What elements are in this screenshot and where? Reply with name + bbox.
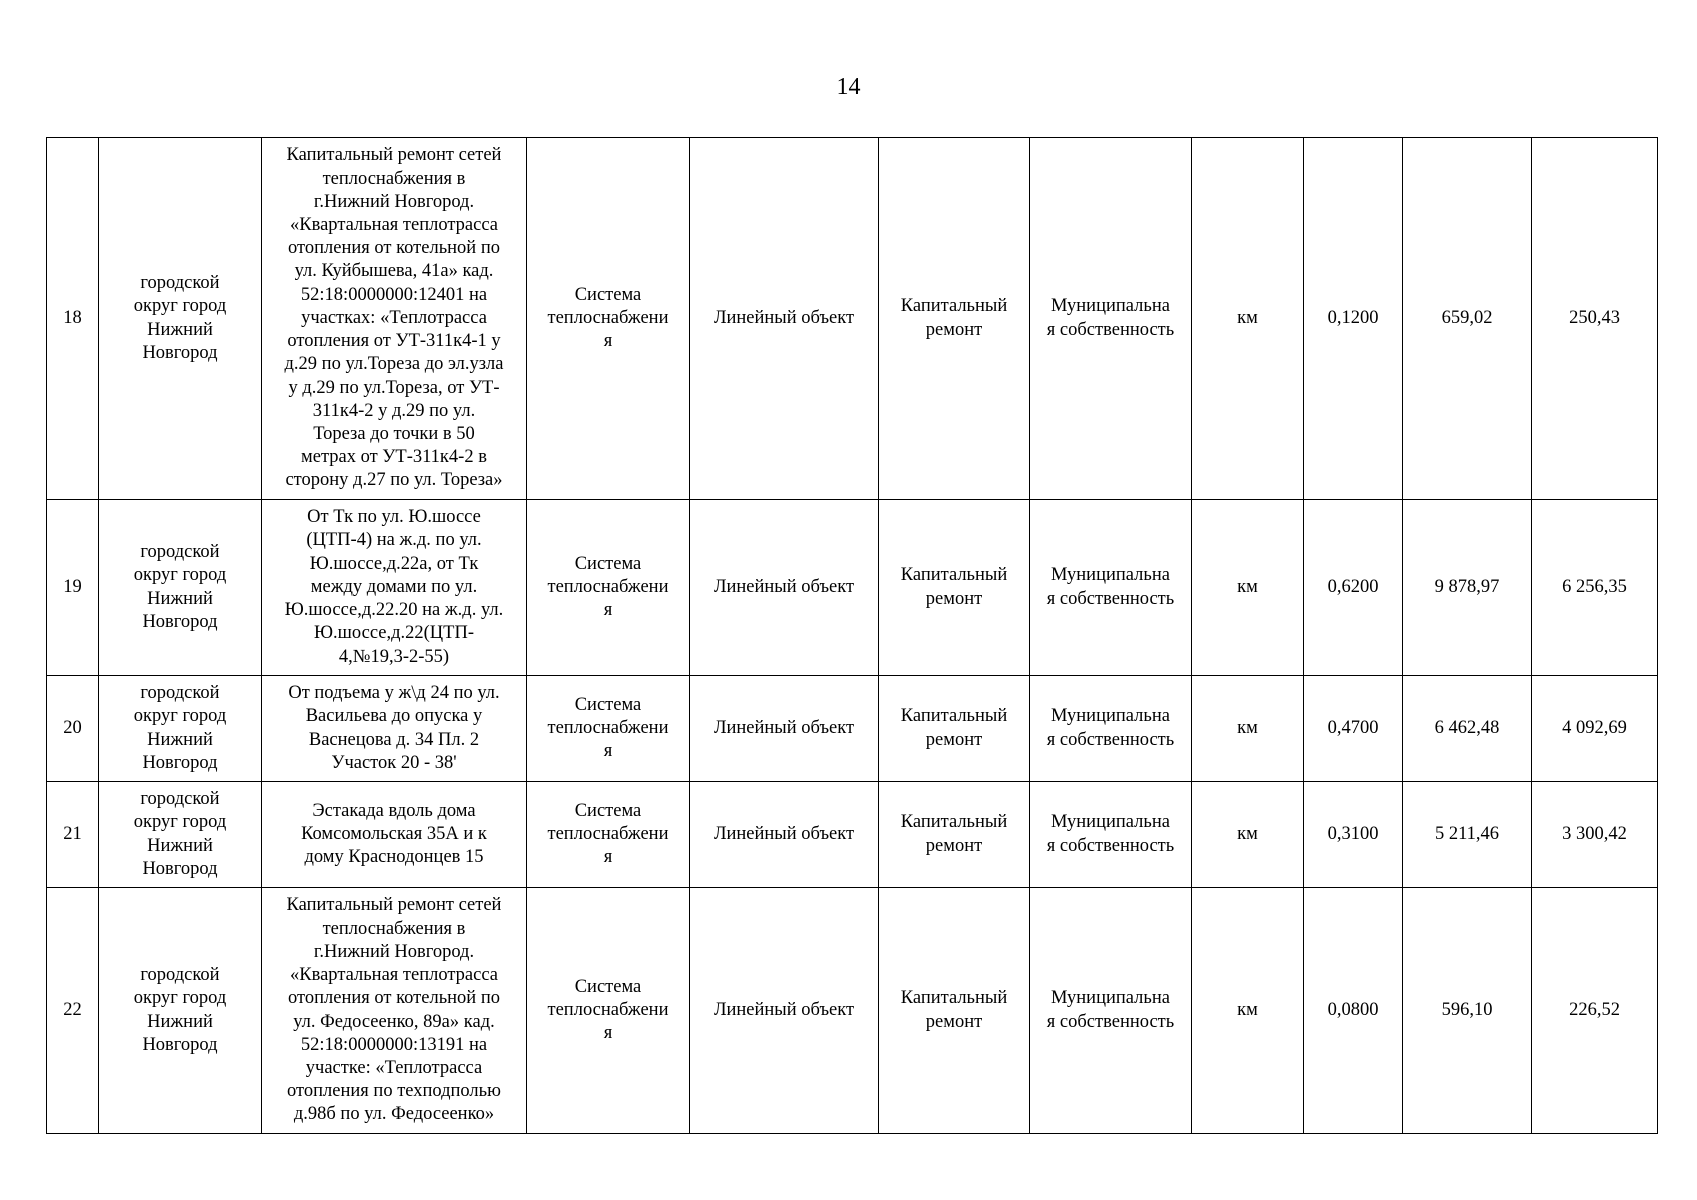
table-row — [47, 676, 1658, 782]
ownership-cell: Муниципальна я собственность — [1030, 888, 1192, 1134]
cost-total-cell: 596,10 — [1403, 888, 1532, 1134]
page-number: 14 — [836, 74, 861, 100]
row-number: 18 — [47, 138, 99, 500]
length-cell: 0,0800 — [1304, 888, 1403, 1134]
system-cell: Система теплоснабжени я — [527, 782, 690, 888]
territory-cell: городской округ город Нижний Новгород — [99, 138, 262, 500]
cost-part-cell: 250,43 — [1532, 138, 1658, 500]
row-number: 21 — [47, 782, 99, 888]
work-type-cell: Капитальный ремонт — [879, 888, 1030, 1134]
object-type-cell: Линейный объект — [690, 782, 879, 888]
unit-cell: км — [1192, 782, 1304, 888]
row-number: 19 — [47, 500, 99, 676]
work-type-cell: Капитальный ремонт — [879, 676, 1030, 782]
territory-cell: городской округ город Нижний Новгород — [99, 676, 262, 782]
cost-part-cell: 6 256,35 — [1532, 500, 1658, 676]
object-type-cell: Линейный объект — [690, 676, 879, 782]
cost-total-cell: 659,02 — [1403, 138, 1532, 500]
cost-part-cell: 3 300,42 — [1532, 782, 1658, 888]
territory-cell: городской округ город Нижний Новгород — [99, 888, 262, 1134]
description-cell: От Тк по ул. Ю.шоссе (ЦТП-4) на ж.д. по ул. Ю.шоссе,д.22а, от Тк между домами по ул. Ю.шоссе,д.22.20 на ж.д. ул. Ю.шоссе,д.22(ЦТП- 4,№19,3-2-55) — [262, 500, 527, 676]
row-number: 20 — [47, 676, 99, 782]
ownership-cell: Муниципальна я собственность — [1030, 676, 1192, 782]
cost-part-cell: 226,52 — [1532, 888, 1658, 1134]
object-type-cell: Линейный объект — [690, 138, 879, 500]
system-cell: Система теплоснабжени я — [527, 888, 690, 1134]
cost-total-cell: 6 462,48 — [1403, 676, 1532, 782]
table-row — [47, 782, 1658, 888]
system-cell: Система теплоснабжени я — [527, 138, 690, 500]
object-type-cell: Линейный объект — [690, 888, 879, 1134]
work-type-cell: Капитальный ремонт — [879, 782, 1030, 888]
system-cell: Система теплоснабжени я — [527, 500, 690, 676]
table-row — [47, 500, 1658, 676]
ownership-cell: Муниципальна я собственность — [1030, 138, 1192, 500]
cost-total-cell: 5 211,46 — [1403, 782, 1532, 888]
description-cell: Капитальный ремонт сетей теплоснабжения в г.Нижний Новгород. «Квартальная теплотрасса отопления от котельной по ул. Куйбышева, 41а» кад. 52:18:0000000:12401 на участках: «Теплотрасса отопления от УТ-311к4-1 у д.29 по ул.Тореза до эл.узла у д.29 по ул.Тореза, от УТ- 311к4-2 у д.29 по ул. Тореза до точки в 50 метрах от УТ-311к4-2 в сторону д.27 по ул. Тореза» — [262, 138, 527, 500]
cost-total-cell: 9 878,97 — [1403, 500, 1532, 676]
object-type-cell: Линейный объект — [690, 500, 879, 676]
unit-cell: км — [1192, 138, 1304, 500]
table-row — [47, 888, 1658, 1134]
length-cell: 0,1200 — [1304, 138, 1403, 500]
unit-cell: км — [1192, 676, 1304, 782]
work-type-cell: Капитальный ремонт — [879, 138, 1030, 500]
ownership-cell: Муниципальна я собственность — [1030, 500, 1192, 676]
description-cell: Капитальный ремонт сетей теплоснабжения в г.Нижний Новгород. «Квартальная теплотрасса отопления от котельной по ул. Федосеенко, 89а» кад. 52:18:0000000:13191 на участке: «Теплотрасса отопления по техподполью д.98б по ул. Федосеенко» — [262, 888, 527, 1134]
unit-cell: км — [1192, 888, 1304, 1134]
territory-cell: городской округ город Нижний Новгород — [99, 782, 262, 888]
length-cell: 0,3100 — [1304, 782, 1403, 888]
table-row — [47, 138, 1658, 500]
unit-cell: км — [1192, 500, 1304, 676]
work-type-cell: Капитальный ремонт — [879, 500, 1030, 676]
territory-cell: городской округ город Нижний Новгород — [99, 500, 262, 676]
length-cell: 0,6200 — [1304, 500, 1403, 676]
length-cell: 0,4700 — [1304, 676, 1403, 782]
system-cell: Система теплоснабжени я — [527, 676, 690, 782]
description-cell: Эстакада вдоль дома Комсомольская 35А и к дому Краснодонцев 15 — [262, 782, 527, 888]
description-cell: От подъема у ж\д 24 по ул. Васильева до опуска у Васнецова д. 34 Пл. 2 Участок 20 - 38' — [262, 676, 527, 782]
ownership-cell: Муниципальна я собственность — [1030, 782, 1192, 888]
cost-part-cell: 4 092,69 — [1532, 676, 1658, 782]
row-number: 22 — [47, 888, 99, 1134]
works-table — [46, 137, 1658, 1134]
